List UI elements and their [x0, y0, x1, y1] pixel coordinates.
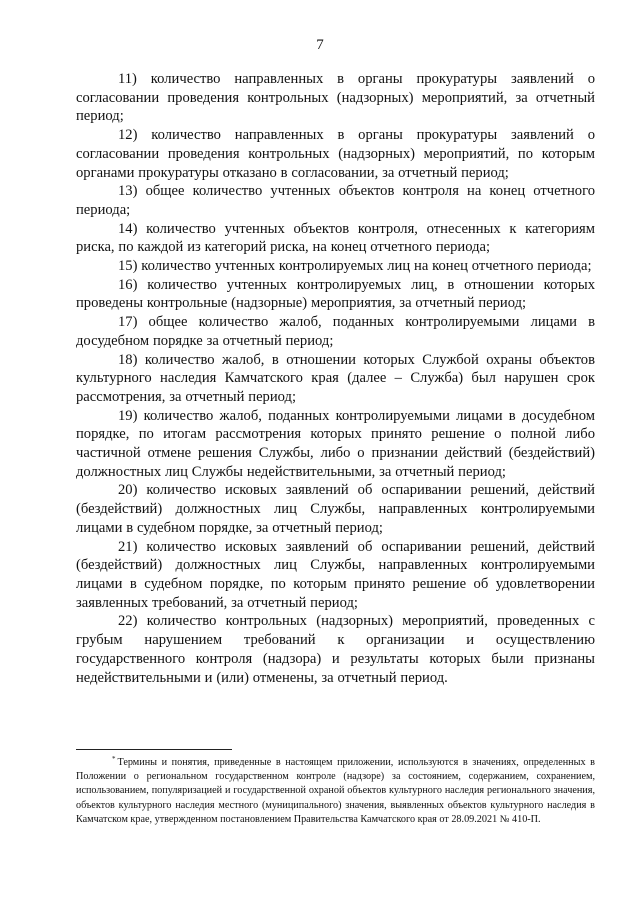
footnote-divider [76, 749, 232, 750]
list-item: 19) количество жалоб, поданных контролируемыми лицами в досудебном порядке, по итогам рассмотрения которых принято решение о полной либо частичной отмене решения Службы, либо о признании действий (бездействий) должностных лиц Службы недействительными, за отчетный период; [76, 407, 595, 480]
footnote-text: Термины и понятия, приведенные в настоящем приложении, используются в значениях, определенных в Положении о региональном государственном контроле (надзоре) за состоянием, содержанием, сохранением, использованием, популяризацией и государственной охраной объектов культурного наследия регионального значения, объектов культурного наследия местного (муниципального) значения, выявленных объектов культурного наследия в Камчатском крае, утвержденном постановлением Правительства Камчатского края от 28.09.2021 № 410-П. [76, 757, 595, 825]
list-item: 11) количество направленных в органы прокуратуры заявлений о согласовании проведения контрольных (надзорных) мероприятий, за отчетный период; [76, 71, 595, 125]
footnote [76, 756, 595, 827]
list-item: 14) количество учтенных объектов контроля, отнесенных к категориям риска, по каждой из категорий риска, на конец отчетного периода; [76, 220, 595, 256]
list-item: 17) общее количество жалоб, поданных контролируемыми лицами в досудебном порядке за отчетный период; [76, 314, 595, 349]
list-item: 16) количество учтенных контролируемых лиц, в отношении которых проведены контрольные (надзорные) мероприятия, за отчетный период; [76, 276, 595, 312]
list-item: 20) количество исковых заявлений об оспаривании решений, действий (бездействий) должностных лиц Службы, направленных контролируемыми лицами в судебном порядке, за отчетный период; [76, 482, 595, 536]
page-number: 7 [316, 37, 324, 53]
list-item: 15) количество учтенных контролируемых лиц на конец отчетного периода; [118, 258, 592, 275]
list-item: 21) количество исковых заявлений об оспаривании решений, действий (бездействий) должностных лиц Службы, направленных контролируемыми лицами в судебном порядке, по которым принято решение об удовлетворении заявленных требований, за отчетный период; [76, 538, 595, 611]
indicator-list [76, 70, 595, 687]
list-item: 13) общее количество учтенных объектов контроля на конец отчетного периода; [76, 183, 595, 218]
list-item: 22) количество контрольных (надзорных) мероприятий, проведенных с грубым нарушением требований к организации и осуществлению государственного контроля (надзора) и результаты которых были признаны недействительными и (или) отменены, за отчетный период. [76, 613, 595, 686]
footnote-mark: * [112, 754, 116, 763]
list-item: 12) количество направленных в органы прокуратуры заявлений о согласовании проведения контрольных (надзорных) мероприятий, по которым органами прокуратуры отказано в согласовании, за отчетный период; [76, 127, 595, 181]
list-item: 18) количество жалоб, в отношении которых Службой охраны объектов культурного наследия Камчатского края (далее – Служба) был нарушен срок рассмотрения, за отчетный период; [76, 351, 595, 405]
